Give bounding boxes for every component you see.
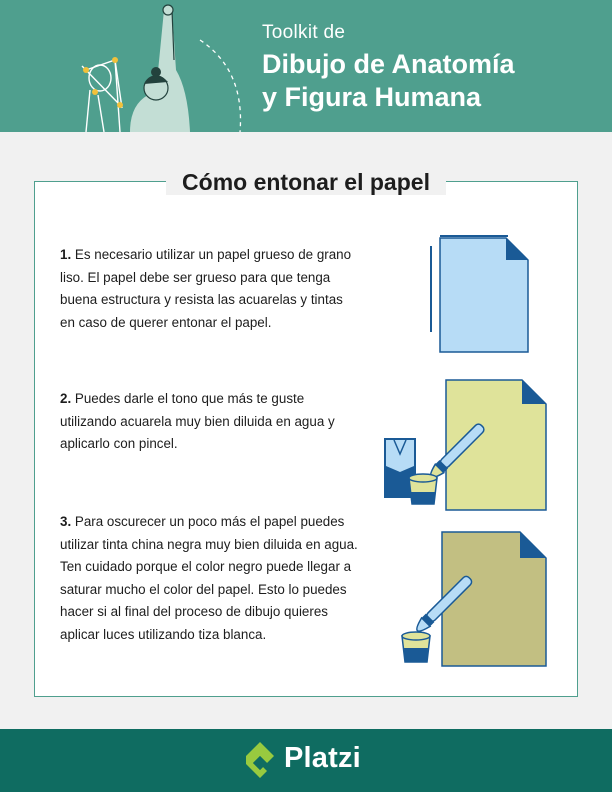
step-2 bbox=[60, 388, 360, 456]
water-cup-icon bbox=[399, 630, 433, 664]
step-text: Puedes darle el tono que más te guste utilizando acuarela muy bien diluida en agua y aplicarlo con pincel. bbox=[60, 391, 335, 451]
platzi-logo-icon bbox=[243, 740, 277, 780]
step-text: Es necesario utilizar un papel grueso de grano liso. El papel debe ser grueso para que tenga buena estructura y resista las acuarelas y tintas en caso de querer entonar el papel. bbox=[60, 247, 352, 330]
step-text: Para oscurecer un poco más el papel puedes utilizar tinta china negra muy bien diluida en agua. Ten cuidado porque el color negro puede llegar a saturar mucho el color del papel. Esto lo puedes hacer si al final del proceso de dibujo quieres aplicar luces utilizando tiza blanca. bbox=[60, 514, 358, 642]
section-title: Cómo entonar el papel bbox=[0, 169, 612, 196]
platzi-brand-name: Platzi bbox=[284, 742, 361, 774]
step-number: 3. bbox=[60, 514, 72, 529]
water-cup-icon bbox=[406, 472, 440, 506]
step-1 bbox=[60, 244, 360, 334]
header-title-line-2: y Figura Humana bbox=[262, 82, 482, 112]
step-number: 1. bbox=[60, 247, 72, 262]
paper-sheet-icon bbox=[424, 226, 534, 356]
header-banner bbox=[0, 0, 612, 132]
header-title-line-1: Dibujo de Anatomía bbox=[262, 49, 515, 79]
figure-illustration bbox=[60, 0, 260, 132]
header-kicker: Toolkit de bbox=[262, 22, 346, 43]
step-number: 2. bbox=[60, 391, 72, 406]
step-3 bbox=[60, 511, 360, 646]
